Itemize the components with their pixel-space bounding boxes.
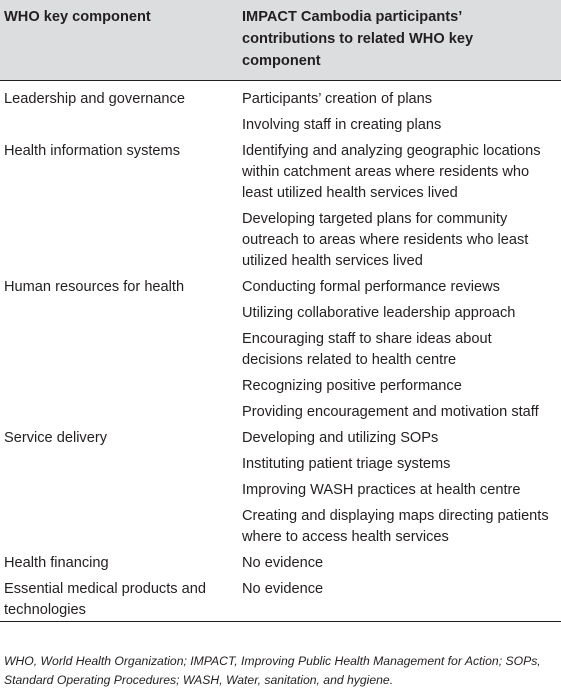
contribution-item: Improving WASH practices at health centre: [242, 482, 521, 498]
table-row: [0, 577, 561, 622]
contribution-item: Conducting formal performance reviews: [242, 279, 500, 295]
row-contributions: [230, 275, 561, 426]
contribution-item: Developing targeted plans for community outreach to areas where residents who least utilized health services lived: [242, 211, 529, 269]
table-row: [0, 426, 561, 551]
header-impact-contributions: IMPACT Cambodia participants’ contributions to related WHO key component: [242, 9, 474, 69]
contribution-item: Encouraging staff to share ideas about decisions related to health centre: [242, 331, 492, 368]
contribution-item: Involving staff in creating plans: [242, 117, 442, 133]
contribution-item: Participants’ creation of plans: [242, 91, 433, 107]
row-component: Human resources for health: [4, 279, 185, 295]
contribution-item: Creating and displaying maps directing patients where to access health services: [242, 508, 549, 545]
table-row: [0, 275, 561, 426]
contribution-item: Developing and utilizing SOPs: [242, 430, 439, 446]
contribution-item: Providing encouragement and motivation staff: [242, 404, 539, 420]
row-component: Leadership and governance: [4, 91, 185, 107]
table-row: [0, 551, 561, 577]
contribution-item: No evidence: [242, 555, 324, 571]
contribution-item: Identifying and analyzing geographic locations within catchment areas where residents who least utilized health services lived: [242, 143, 541, 201]
table-row: [0, 139, 561, 275]
table-footnote: WHO, World Health Organization; IMPACT, Improving Public Health Management for Action; SOPs, Standard Operating Procedures; WASH, Water, sanitation, and hygiene.: [4, 654, 541, 687]
table-row: [0, 81, 561, 140]
table-body: [0, 81, 561, 622]
table-header: [0, 0, 561, 81]
row-contributions: [230, 551, 561, 577]
row-contributions: [230, 577, 561, 622]
contribution-item: Utilizing collaborative leadership approach: [242, 305, 516, 321]
row-component: Health information systems: [4, 143, 181, 159]
row-contributions: [230, 81, 561, 140]
contribution-item: No evidence: [242, 581, 324, 597]
header-row: [0, 0, 561, 81]
row-contributions: [230, 426, 561, 551]
row-component: Service delivery: [4, 430, 108, 446]
row-contributions: [230, 139, 561, 275]
row-component: Essential medical products and technologies: [4, 581, 206, 618]
row-component: Health financing: [4, 555, 109, 571]
contribution-item: Instituting patient triage systems: [242, 456, 451, 472]
contribution-item: Recognizing positive performance: [242, 378, 462, 394]
header-who-key-component: WHO key component: [4, 9, 151, 25]
